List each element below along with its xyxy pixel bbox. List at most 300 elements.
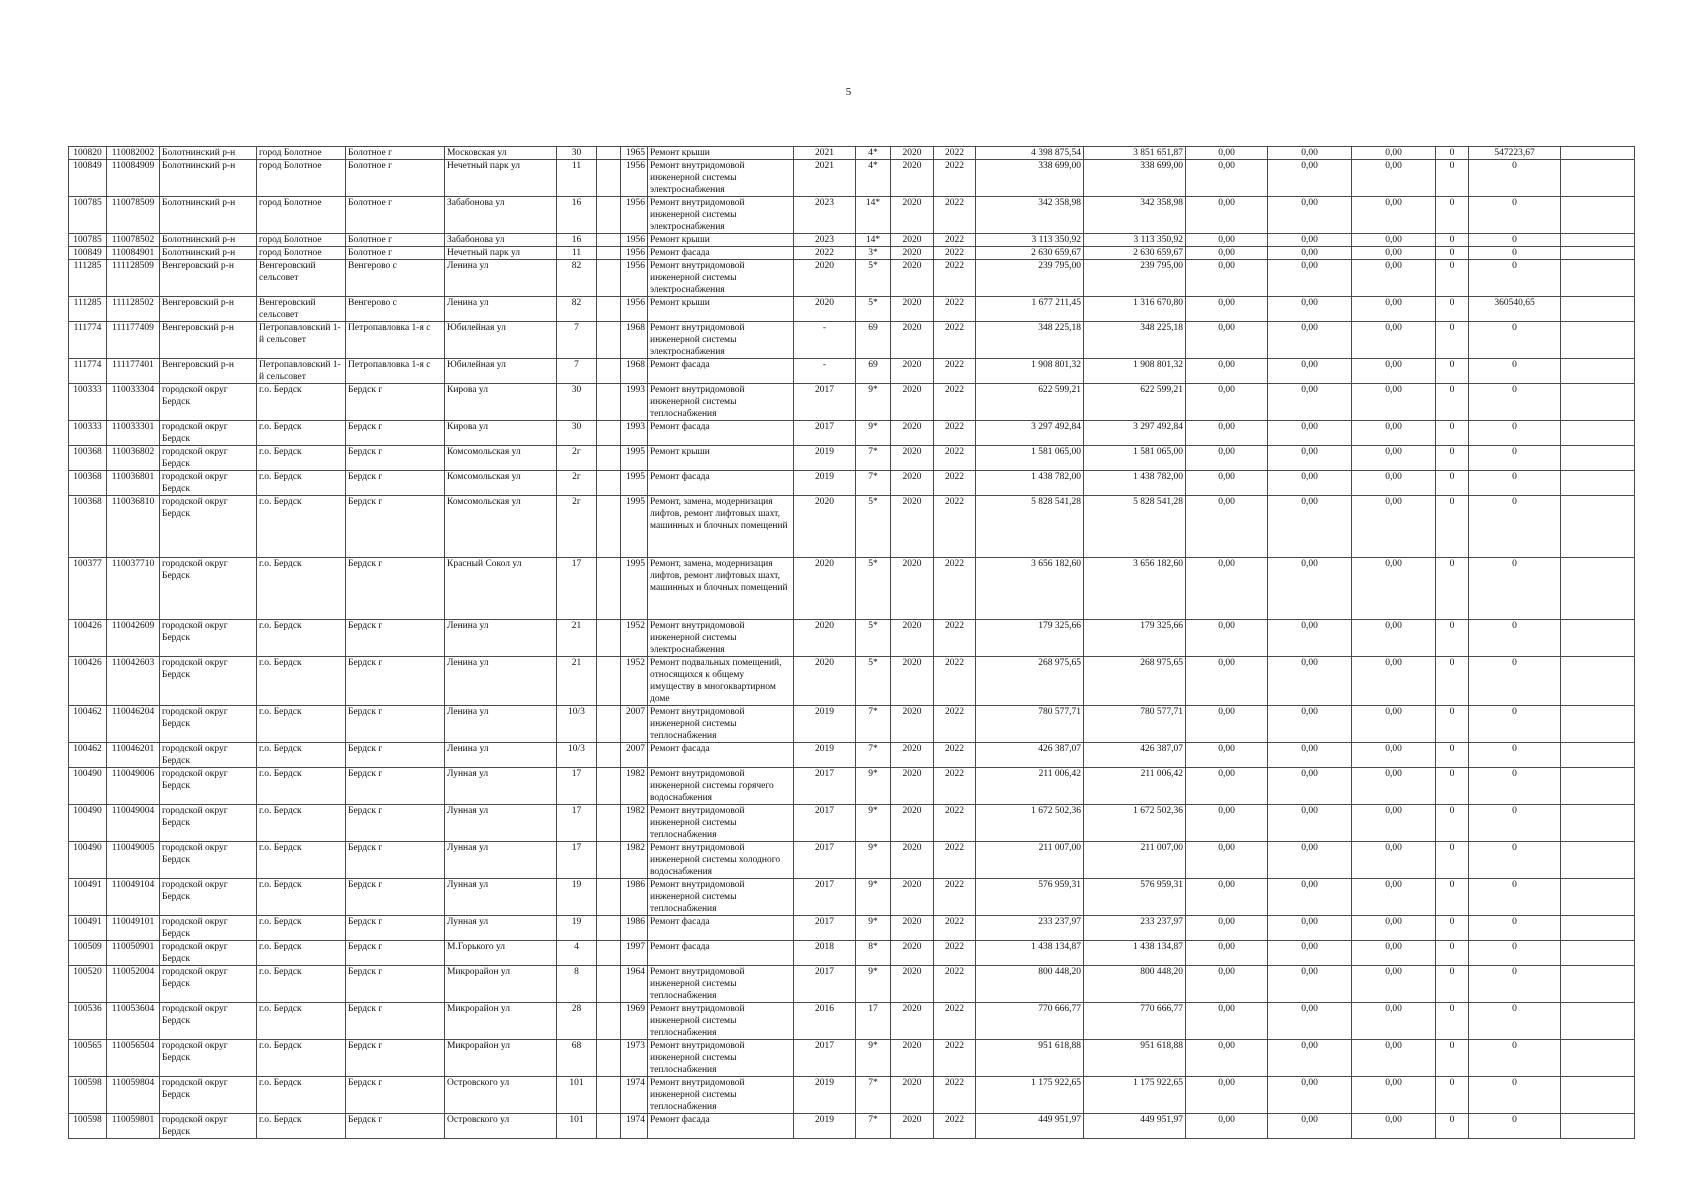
cell-priority: 5* — [856, 260, 891, 297]
cell-year-built: 1956 — [621, 160, 648, 197]
cell-building — [597, 768, 621, 805]
cell-municipality: г.о. Бердск — [257, 1040, 346, 1077]
cell-total-cost: 239 795,00 — [976, 260, 1084, 297]
cell-start-year: 2020 — [891, 620, 934, 657]
cell-work-type: Ремонт внутридомовой инженерной системы электроснабжения — [648, 322, 794, 359]
cell-regional-budget: 0,00 — [1268, 260, 1352, 297]
cell-work-type: Ремонт внутридомовой инженерной системы электроснабжения — [648, 197, 794, 234]
cell-priority: 9* — [856, 966, 891, 1003]
cell-owners-funds: 0 — [1469, 879, 1561, 916]
table-row — [69, 1114, 1635, 1139]
cell-total-cost: 951 618,88 — [976, 1040, 1084, 1077]
cell-building — [597, 1114, 621, 1139]
cell-federal-budget: 0,00 — [1186, 743, 1268, 768]
cell-total-cost: 1 175 922,65 — [976, 1077, 1084, 1114]
cell-note — [1561, 706, 1635, 743]
cell-other-sources: 0 — [1436, 297, 1469, 322]
cell-owners-funds: 0 — [1469, 260, 1561, 297]
cell-element-id: 110046204 — [107, 706, 160, 743]
cell-total-cost: 426 387,07 — [976, 743, 1084, 768]
cell-local-budget: 0,00 — [1352, 160, 1436, 197]
cell-municipality: г.о. Бердск — [257, 471, 346, 496]
cell-municipality: город Болотное — [257, 197, 346, 234]
cell-district: городской округ Бердск — [160, 1114, 257, 1139]
cell-building — [597, 706, 621, 743]
cell-district: городской округ Бердск — [160, 842, 257, 879]
cell-year-built: 1995 — [621, 471, 648, 496]
cell-end-year: 2022 — [934, 1003, 976, 1040]
cell-total-cost: 780 577,71 — [976, 706, 1084, 743]
cell-other-sources: 0 — [1436, 1040, 1469, 1077]
cell-priority: 14* — [856, 197, 891, 234]
cell-federal-budget: 0,00 — [1186, 297, 1268, 322]
cell-federal-budget: 0,00 — [1186, 496, 1268, 558]
cell-start-year: 2020 — [891, 496, 934, 558]
cell-local-budget: 0,00 — [1352, 297, 1436, 322]
cell-note — [1561, 322, 1635, 359]
cell-total-cost: 1 581 065,00 — [976, 446, 1084, 471]
cell-total-cost: 4 398 875,54 — [976, 147, 1084, 160]
cell-total-cost: 338 699,00 — [976, 160, 1084, 197]
cell-work-type: Ремонт внутридомовой инженерной системы теплоснабжения — [648, 966, 794, 1003]
cell-building — [597, 1003, 621, 1040]
cell-start-year: 2020 — [891, 160, 934, 197]
cell-year-built: 1995 — [621, 496, 648, 558]
table-row — [69, 879, 1635, 916]
cell-element-id: 110036810 — [107, 496, 160, 558]
cell-local-budget: 0,00 — [1352, 966, 1436, 1003]
cell-element-id: 110052004 — [107, 966, 160, 1003]
cell-note — [1561, 197, 1635, 234]
cell-element-id: 110042609 — [107, 620, 160, 657]
cell-building — [597, 1077, 621, 1114]
cell-end-year: 2022 — [934, 941, 976, 966]
cell-note — [1561, 842, 1635, 879]
cell-total-cost: 1 908 801,32 — [976, 359, 1084, 384]
cell-local-budget: 0,00 — [1352, 842, 1436, 879]
cell-plan-year: 2017 — [794, 421, 856, 446]
cell-building — [597, 879, 621, 916]
cell-building — [597, 657, 621, 706]
cell-total-cost: 211 006,42 — [976, 768, 1084, 805]
table-body — [69, 147, 1635, 1139]
cell-street: Юбилейная ул — [445, 322, 557, 359]
cell-other-sources: 0 — [1436, 966, 1469, 1003]
cell-fund-cost: 576 959,31 — [1084, 879, 1186, 916]
table-row — [69, 260, 1635, 297]
cell-total-cost: 449 951,97 — [976, 1114, 1084, 1139]
cell-end-year: 2022 — [934, 421, 976, 446]
cell-building — [597, 421, 621, 446]
cell-federal-budget: 0,00 — [1186, 966, 1268, 1003]
cell-federal-budget: 0,00 — [1186, 879, 1268, 916]
cell-house-number: 16 — [557, 197, 597, 234]
cell-start-year: 2020 — [891, 706, 934, 743]
cell-local-budget: 0,00 — [1352, 879, 1436, 916]
cell-element-id: 110049005 — [107, 842, 160, 879]
cell-other-sources: 0 — [1436, 620, 1469, 657]
cell-local-budget: 0,00 — [1352, 359, 1436, 384]
cell-start-year: 2020 — [891, 297, 934, 322]
cell-note — [1561, 879, 1635, 916]
cell-element-id: 111177401 — [107, 359, 160, 384]
cell-work-type: Ремонт фасада — [648, 743, 794, 768]
cell-start-year: 2020 — [891, 446, 934, 471]
cell-work-type: Ремонт, замена, модернизация лифтов, ремонт лифтовых шахт, машинных и блочных помещений — [648, 496, 794, 558]
cell-street: Ленина ул — [445, 706, 557, 743]
cell-plan-year: 2019 — [794, 1114, 856, 1139]
cell-municipality: г.о. Бердск — [257, 421, 346, 446]
cell-local-budget: 0,00 — [1352, 421, 1436, 446]
cell-other-sources: 0 — [1436, 247, 1469, 260]
table-row — [69, 1003, 1635, 1040]
cell-end-year: 2022 — [934, 805, 976, 842]
cell-priority: 7* — [856, 471, 891, 496]
cell-total-cost: 2 630 659,67 — [976, 247, 1084, 260]
cell-federal-budget: 0,00 — [1186, 160, 1268, 197]
cell-house-number: 101 — [557, 1114, 597, 1139]
cell-local-budget: 0,00 — [1352, 247, 1436, 260]
cell-street: Лунная ул — [445, 916, 557, 941]
cell-settlement: Бердск г — [346, 768, 445, 805]
cell-regional-budget: 0,00 — [1268, 446, 1352, 471]
cell-house-number: 17 — [557, 768, 597, 805]
cell-start-year: 2020 — [891, 941, 934, 966]
cell-other-sources: 0 — [1436, 1114, 1469, 1139]
cell-district: Венгеровский р-н — [160, 359, 257, 384]
cell-building — [597, 197, 621, 234]
cell-start-year: 2020 — [891, 743, 934, 768]
cell-house-number: 17 — [557, 842, 597, 879]
cell-other-sources: 0 — [1436, 842, 1469, 879]
cell-municipality: г.о. Бердск — [257, 966, 346, 1003]
cell-regional-budget: 0,00 — [1268, 879, 1352, 916]
cell-house-id: 100490 — [69, 768, 107, 805]
cell-federal-budget: 0,00 — [1186, 384, 1268, 421]
table-row — [69, 941, 1635, 966]
cell-local-budget: 0,00 — [1352, 446, 1436, 471]
cell-house-id: 100491 — [69, 916, 107, 941]
cell-year-built: 1995 — [621, 558, 648, 620]
cell-house-id: 100491 — [69, 879, 107, 916]
cell-owners-funds: 0 — [1469, 471, 1561, 496]
cell-total-cost: 211 007,00 — [976, 842, 1084, 879]
cell-start-year: 2020 — [891, 966, 934, 1003]
cell-settlement: Бердск г — [346, 657, 445, 706]
cell-house-number: 2г — [557, 446, 597, 471]
cell-priority: 9* — [856, 421, 891, 446]
cell-end-year: 2022 — [934, 1040, 976, 1077]
cell-other-sources: 0 — [1436, 471, 1469, 496]
cell-regional-budget: 0,00 — [1268, 147, 1352, 160]
cell-total-cost: 576 959,31 — [976, 879, 1084, 916]
cell-element-id: 110033301 — [107, 421, 160, 446]
cell-year-built: 1974 — [621, 1077, 648, 1114]
cell-building — [597, 160, 621, 197]
cell-start-year: 2020 — [891, 879, 934, 916]
cell-district: Болотнинский р-н — [160, 147, 257, 160]
cell-house-id: 100462 — [69, 706, 107, 743]
cell-plan-year: 2023 — [794, 234, 856, 247]
cell-year-built: 1982 — [621, 805, 648, 842]
cell-fund-cost: 3 297 492,84 — [1084, 421, 1186, 446]
cell-owners-funds: 0 — [1469, 620, 1561, 657]
cell-start-year: 2020 — [891, 260, 934, 297]
cell-municipality: г.о. Бердск — [257, 446, 346, 471]
cell-regional-budget: 0,00 — [1268, 966, 1352, 1003]
cell-owners-funds: 0 — [1469, 247, 1561, 260]
cell-owners-funds: 0 — [1469, 197, 1561, 234]
cell-house-id: 100785 — [69, 234, 107, 247]
cell-priority: 7* — [856, 1114, 891, 1139]
cell-house-number: 101 — [557, 1077, 597, 1114]
cell-building — [597, 446, 621, 471]
cell-fund-cost: 1 908 801,32 — [1084, 359, 1186, 384]
cell-regional-budget: 0,00 — [1268, 1114, 1352, 1139]
cell-element-id: 110078509 — [107, 197, 160, 234]
cell-regional-budget: 0,00 — [1268, 496, 1352, 558]
cell-district: городской округ Бердск — [160, 1003, 257, 1040]
cell-district: городской округ Бердск — [160, 421, 257, 446]
cell-end-year: 2022 — [934, 558, 976, 620]
cell-start-year: 2020 — [891, 247, 934, 260]
cell-house-number: 2г — [557, 496, 597, 558]
cell-priority: 5* — [856, 297, 891, 322]
cell-plan-year: - — [794, 359, 856, 384]
table-row — [69, 384, 1635, 421]
cell-municipality: г.о. Бердск — [257, 768, 346, 805]
cell-settlement: Бердск г — [346, 706, 445, 743]
cell-total-cost: 3 656 182,60 — [976, 558, 1084, 620]
cell-federal-budget: 0,00 — [1186, 1114, 1268, 1139]
cell-regional-budget: 0,00 — [1268, 359, 1352, 384]
cell-settlement: Бердск г — [346, 384, 445, 421]
cell-house-id: 100820 — [69, 147, 107, 160]
cell-municipality: г.о. Бердск — [257, 1114, 346, 1139]
cell-work-type: Ремонт внутридомовой инженерной системы электроснабжения — [648, 620, 794, 657]
cell-work-type: Ремонт крыши — [648, 297, 794, 322]
cell-other-sources: 0 — [1436, 706, 1469, 743]
cell-owners-funds: 0 — [1469, 706, 1561, 743]
cell-year-built: 1993 — [621, 421, 648, 446]
cell-year-built: 1968 — [621, 322, 648, 359]
cell-house-number: 82 — [557, 260, 597, 297]
cell-priority: 9* — [856, 1040, 891, 1077]
cell-street: Нечетный парк ул — [445, 247, 557, 260]
cell-start-year: 2020 — [891, 197, 934, 234]
cell-settlement: Болотное г — [346, 197, 445, 234]
cell-regional-budget: 0,00 — [1268, 1040, 1352, 1077]
cell-other-sources: 0 — [1436, 1003, 1469, 1040]
cell-settlement: Бердск г — [346, 743, 445, 768]
cell-other-sources: 0 — [1436, 916, 1469, 941]
cell-district: городской округ Бердск — [160, 916, 257, 941]
cell-owners-funds: 0 — [1469, 842, 1561, 879]
cell-plan-year: 2018 — [794, 941, 856, 966]
cell-other-sources: 0 — [1436, 743, 1469, 768]
cell-settlement: Бердск г — [346, 1114, 445, 1139]
cell-owners-funds: 547223,67 — [1469, 147, 1561, 160]
cell-other-sources: 0 — [1436, 558, 1469, 620]
cell-fund-cost: 3 656 182,60 — [1084, 558, 1186, 620]
cell-start-year: 2020 — [891, 421, 934, 446]
cell-settlement: Бердск г — [346, 966, 445, 1003]
cell-building — [597, 966, 621, 1003]
cell-federal-budget: 0,00 — [1186, 558, 1268, 620]
cell-owners-funds: 0 — [1469, 384, 1561, 421]
cell-other-sources: 0 — [1436, 768, 1469, 805]
cell-total-cost: 268 975,65 — [976, 657, 1084, 706]
cell-plan-year: 2017 — [794, 1040, 856, 1077]
cell-regional-budget: 0,00 — [1268, 234, 1352, 247]
cell-fund-cost: 338 699,00 — [1084, 160, 1186, 197]
table-row — [69, 1077, 1635, 1114]
cell-work-type: Ремонт фасада — [648, 1114, 794, 1139]
cell-total-cost: 179 325,66 — [976, 620, 1084, 657]
cell-year-built: 1964 — [621, 966, 648, 1003]
cell-owners-funds: 0 — [1469, 966, 1561, 1003]
cell-district: городской округ Бердск — [160, 620, 257, 657]
cell-local-budget: 0,00 — [1352, 1003, 1436, 1040]
cell-plan-year: 2017 — [794, 879, 856, 916]
cell-settlement: Бердск г — [346, 842, 445, 879]
cell-local-budget: 0,00 — [1352, 1040, 1436, 1077]
cell-municipality: г.о. Бердск — [257, 558, 346, 620]
table-row — [69, 1040, 1635, 1077]
cell-local-budget: 0,00 — [1352, 384, 1436, 421]
cell-street: Ленина ул — [445, 620, 557, 657]
cell-district: Болотнинский р-н — [160, 234, 257, 247]
cell-other-sources: 0 — [1436, 260, 1469, 297]
cell-work-type: Ремонт внутридомовой инженерной системы теплоснабжения — [648, 879, 794, 916]
cell-house-number: 10/3 — [557, 706, 597, 743]
table-row — [69, 297, 1635, 322]
cell-regional-budget: 0,00 — [1268, 620, 1352, 657]
cell-house-id: 100849 — [69, 247, 107, 260]
cell-regional-budget: 0,00 — [1268, 1077, 1352, 1114]
cell-local-budget: 0,00 — [1352, 657, 1436, 706]
cell-house-id: 100849 — [69, 160, 107, 197]
table-row — [69, 966, 1635, 1003]
cell-regional-budget: 0,00 — [1268, 842, 1352, 879]
cell-end-year: 2022 — [934, 842, 976, 879]
cell-fund-cost: 2 630 659,67 — [1084, 247, 1186, 260]
table-row — [69, 359, 1635, 384]
cell-year-built: 1993 — [621, 384, 648, 421]
cell-district: Болотнинский р-н — [160, 197, 257, 234]
cell-end-year: 2022 — [934, 879, 976, 916]
cell-end-year: 2022 — [934, 966, 976, 1003]
cell-regional-budget: 0,00 — [1268, 706, 1352, 743]
cell-priority: 5* — [856, 620, 891, 657]
cell-house-number: 11 — [557, 247, 597, 260]
cell-plan-year: 2020 — [794, 496, 856, 558]
cell-settlement: Бердск г — [346, 471, 445, 496]
cell-owners-funds: 0 — [1469, 916, 1561, 941]
cell-work-type: Ремонт фасада — [648, 916, 794, 941]
cell-note — [1561, 147, 1635, 160]
cell-house-number: 17 — [557, 558, 597, 620]
cell-settlement: Бердск г — [346, 421, 445, 446]
cell-start-year: 2020 — [891, 234, 934, 247]
cell-regional-budget: 0,00 — [1268, 657, 1352, 706]
cell-total-cost: 342 358,98 — [976, 197, 1084, 234]
cell-end-year: 2022 — [934, 916, 976, 941]
cell-priority: 7* — [856, 1077, 891, 1114]
cell-total-cost: 1 438 134,87 — [976, 941, 1084, 966]
cell-settlement: Бердск г — [346, 941, 445, 966]
cell-street: Юбилейная ул — [445, 359, 557, 384]
cell-federal-budget: 0,00 — [1186, 620, 1268, 657]
cell-federal-budget: 0,00 — [1186, 197, 1268, 234]
table-row — [69, 446, 1635, 471]
cell-house-id: 100333 — [69, 421, 107, 446]
cell-municipality: г.о. Бердск — [257, 706, 346, 743]
table-row — [69, 743, 1635, 768]
cell-building — [597, 359, 621, 384]
cell-start-year: 2020 — [891, 1077, 934, 1114]
cell-priority: 7* — [856, 706, 891, 743]
cell-municipality: г.о. Бердск — [257, 941, 346, 966]
cell-work-type: Ремонт внутридомовой инженерной системы теплоснабжения — [648, 706, 794, 743]
cell-work-type: Ремонт фасада — [648, 421, 794, 446]
cell-total-cost: 1 672 502,36 — [976, 805, 1084, 842]
cell-year-built: 1974 — [621, 1114, 648, 1139]
table-row — [69, 160, 1635, 197]
cell-house-number: 30 — [557, 147, 597, 160]
cell-district: городской округ Бердск — [160, 558, 257, 620]
cell-fund-cost: 622 599,21 — [1084, 384, 1186, 421]
cell-year-built: 2007 — [621, 743, 648, 768]
cell-house-number: 16 — [557, 234, 597, 247]
cell-regional-budget: 0,00 — [1268, 247, 1352, 260]
cell-other-sources: 0 — [1436, 805, 1469, 842]
cell-owners-funds: 0 — [1469, 941, 1561, 966]
cell-element-id: 111128502 — [107, 297, 160, 322]
cell-district: городской округ Бердск — [160, 1077, 257, 1114]
cell-end-year: 2022 — [934, 160, 976, 197]
cell-plan-year: 2019 — [794, 743, 856, 768]
cell-municipality: Венгеровский сельсовет — [257, 260, 346, 297]
cell-priority: 4* — [856, 160, 891, 197]
cell-note — [1561, 160, 1635, 197]
cell-priority: 7* — [856, 446, 891, 471]
cell-priority: 69 — [856, 322, 891, 359]
table-row — [69, 706, 1635, 743]
cell-other-sources: 0 — [1436, 421, 1469, 446]
cell-year-built: 1986 — [621, 879, 648, 916]
cell-total-cost: 233 237,97 — [976, 916, 1084, 941]
cell-total-cost: 770 666,77 — [976, 1003, 1084, 1040]
table-row — [69, 916, 1635, 941]
table-row — [69, 558, 1635, 620]
cell-note — [1561, 941, 1635, 966]
capital-repair-table — [68, 146, 1635, 1139]
cell-district: городской округ Бердск — [160, 768, 257, 805]
cell-priority: 9* — [856, 768, 891, 805]
cell-owners-funds: 0 — [1469, 1077, 1561, 1114]
cell-house-number: 82 — [557, 297, 597, 322]
cell-element-id: 110050901 — [107, 941, 160, 966]
table-row — [69, 657, 1635, 706]
cell-note — [1561, 421, 1635, 446]
cell-note — [1561, 446, 1635, 471]
cell-total-cost: 348 225,18 — [976, 322, 1084, 359]
cell-end-year: 2022 — [934, 359, 976, 384]
cell-element-id: 110049004 — [107, 805, 160, 842]
cell-fund-cost: 426 387,07 — [1084, 743, 1186, 768]
cell-element-id: 110036802 — [107, 446, 160, 471]
